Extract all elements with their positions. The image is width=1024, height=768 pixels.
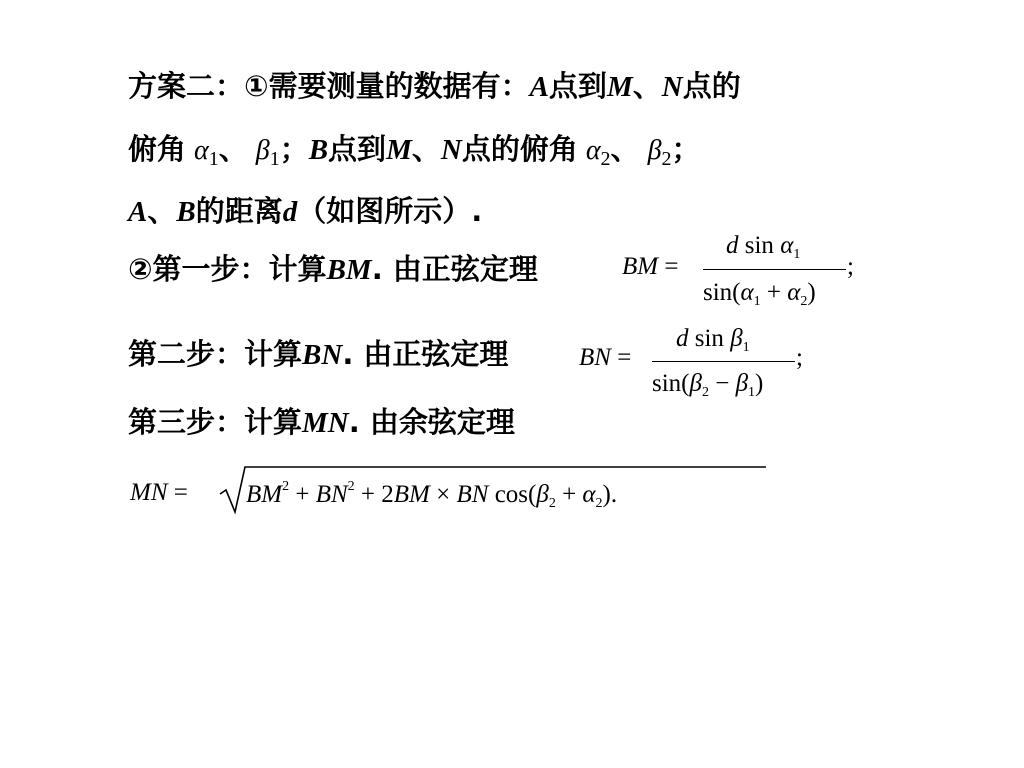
math-greek: α [740, 279, 754, 306]
formula-denominator [652, 370, 763, 401]
section-title: 方案二： [128, 69, 245, 103]
text-segment: ①需要测量的数据有： [244, 69, 530, 103]
variable-b: B [308, 134, 329, 166]
formula-lhs [622, 253, 678, 281]
equals-sign: = [617, 344, 632, 371]
math-func: sin( [652, 370, 690, 397]
text-segment: . 由余弦定理 [348, 405, 515, 439]
variable-a: A [529, 71, 549, 103]
text-line-4 [128, 251, 538, 288]
formula-tail: ; [796, 344, 803, 371]
formula-tail: ; [847, 253, 854, 280]
text-line-6 [128, 404, 515, 441]
text-segment: 点的 [682, 69, 741, 103]
math-var: BN [456, 481, 489, 508]
subscript: 1 [208, 148, 219, 170]
subscript: 1 [753, 294, 761, 309]
beta-symbol: β [647, 135, 662, 166]
math-func: cos( [488, 481, 537, 508]
text-line-1 [128, 68, 741, 105]
subscript: 2 [600, 148, 611, 170]
math-var: BN [579, 344, 611, 371]
text-segment: 俯角 [128, 132, 187, 166]
equals-sign: = [664, 253, 679, 280]
variable-n: N [661, 71, 683, 103]
text-line-2 [128, 131, 701, 177]
variable-bm: BM [326, 254, 372, 286]
math-var: BM [393, 481, 430, 508]
math-paren: ) [807, 279, 816, 306]
math-func: sin [738, 232, 781, 259]
formula-numerator [676, 325, 750, 356]
text-segment: 点的俯角 [461, 132, 578, 166]
text-segment: 第二步：计算 [128, 337, 303, 371]
math-op: + 2 [354, 481, 394, 508]
text-segment: 的距离 [195, 194, 283, 228]
math-greek: β [735, 370, 749, 397]
text-segment: 第三步：计算 [128, 405, 303, 439]
text-segment: ②第一步：计算 [128, 252, 327, 286]
math-paren: ). [602, 481, 618, 508]
math-op: + [760, 279, 788, 306]
variable-a: A [128, 196, 148, 228]
alpha-symbol: α [585, 135, 601, 166]
subscript: 2 [595, 496, 603, 511]
subscript: 2 [701, 385, 709, 400]
variable-b: B [176, 196, 196, 228]
fraction-bar [652, 361, 795, 362]
math-var: d [676, 325, 689, 352]
math-var: d [726, 232, 739, 259]
subscript: 2 [800, 294, 808, 309]
formula-lhs [130, 479, 188, 507]
math-var: MN [130, 479, 168, 506]
math-greek: β [536, 481, 549, 508]
text-segment: 点到 [328, 132, 387, 166]
math-greek: β [689, 370, 702, 397]
math-greek: α [780, 232, 794, 259]
math-op: + [555, 481, 583, 508]
math-var: BM [622, 253, 659, 280]
subscript: 1 [742, 340, 750, 355]
subscript: 1 [748, 385, 756, 400]
math-func: sin( [703, 279, 741, 306]
math-func: sin [688, 325, 731, 352]
variable-mn: MN [302, 407, 349, 439]
math-var: BN [315, 481, 348, 508]
subscript: 2 [548, 496, 556, 511]
fraction-bar [703, 269, 846, 270]
text-segment: . 由正弦定理 [371, 252, 538, 286]
text-line-5 [128, 336, 508, 373]
separator: ； [279, 132, 309, 166]
separator: ； [671, 132, 701, 166]
math-greek: β [730, 325, 743, 352]
math-var: BM [246, 481, 283, 508]
math-op: + [289, 481, 316, 508]
math-paren: ) [755, 370, 764, 397]
math-op: × [429, 481, 457, 508]
formula-lhs [579, 344, 631, 372]
math-greek: α [787, 279, 801, 306]
alpha-symbol: α [194, 135, 209, 166]
formula-denominator [703, 279, 816, 310]
text-line-3 [128, 193, 482, 230]
text-segment: 点到 [548, 69, 607, 103]
separator: 、 [147, 194, 177, 228]
superscript: 2 [347, 479, 355, 494]
superscript: 2 [282, 479, 290, 494]
separator: 、 [610, 132, 640, 166]
subscript: 1 [269, 148, 280, 170]
variable-bn: BN [302, 339, 343, 371]
beta-symbol: β [255, 135, 270, 166]
variable-d: d [282, 196, 298, 228]
formula-numerator [726, 232, 800, 263]
formula-radicand [246, 479, 617, 512]
separator: 、 [411, 132, 441, 166]
text-segment: （如图所示）. [297, 194, 483, 228]
subscript: 2 [661, 148, 672, 170]
equals-sign: = [173, 479, 188, 506]
variable-m: M [606, 71, 633, 103]
variable-n: N [440, 134, 462, 166]
math-greek: α [582, 481, 596, 508]
math-op: − [708, 370, 736, 397]
separator: 、 [218, 132, 248, 166]
subscript: 1 [793, 247, 801, 262]
variable-m: M [386, 134, 412, 166]
text-segment: . 由正弦定理 [342, 337, 509, 371]
separator: 、 [632, 69, 662, 103]
